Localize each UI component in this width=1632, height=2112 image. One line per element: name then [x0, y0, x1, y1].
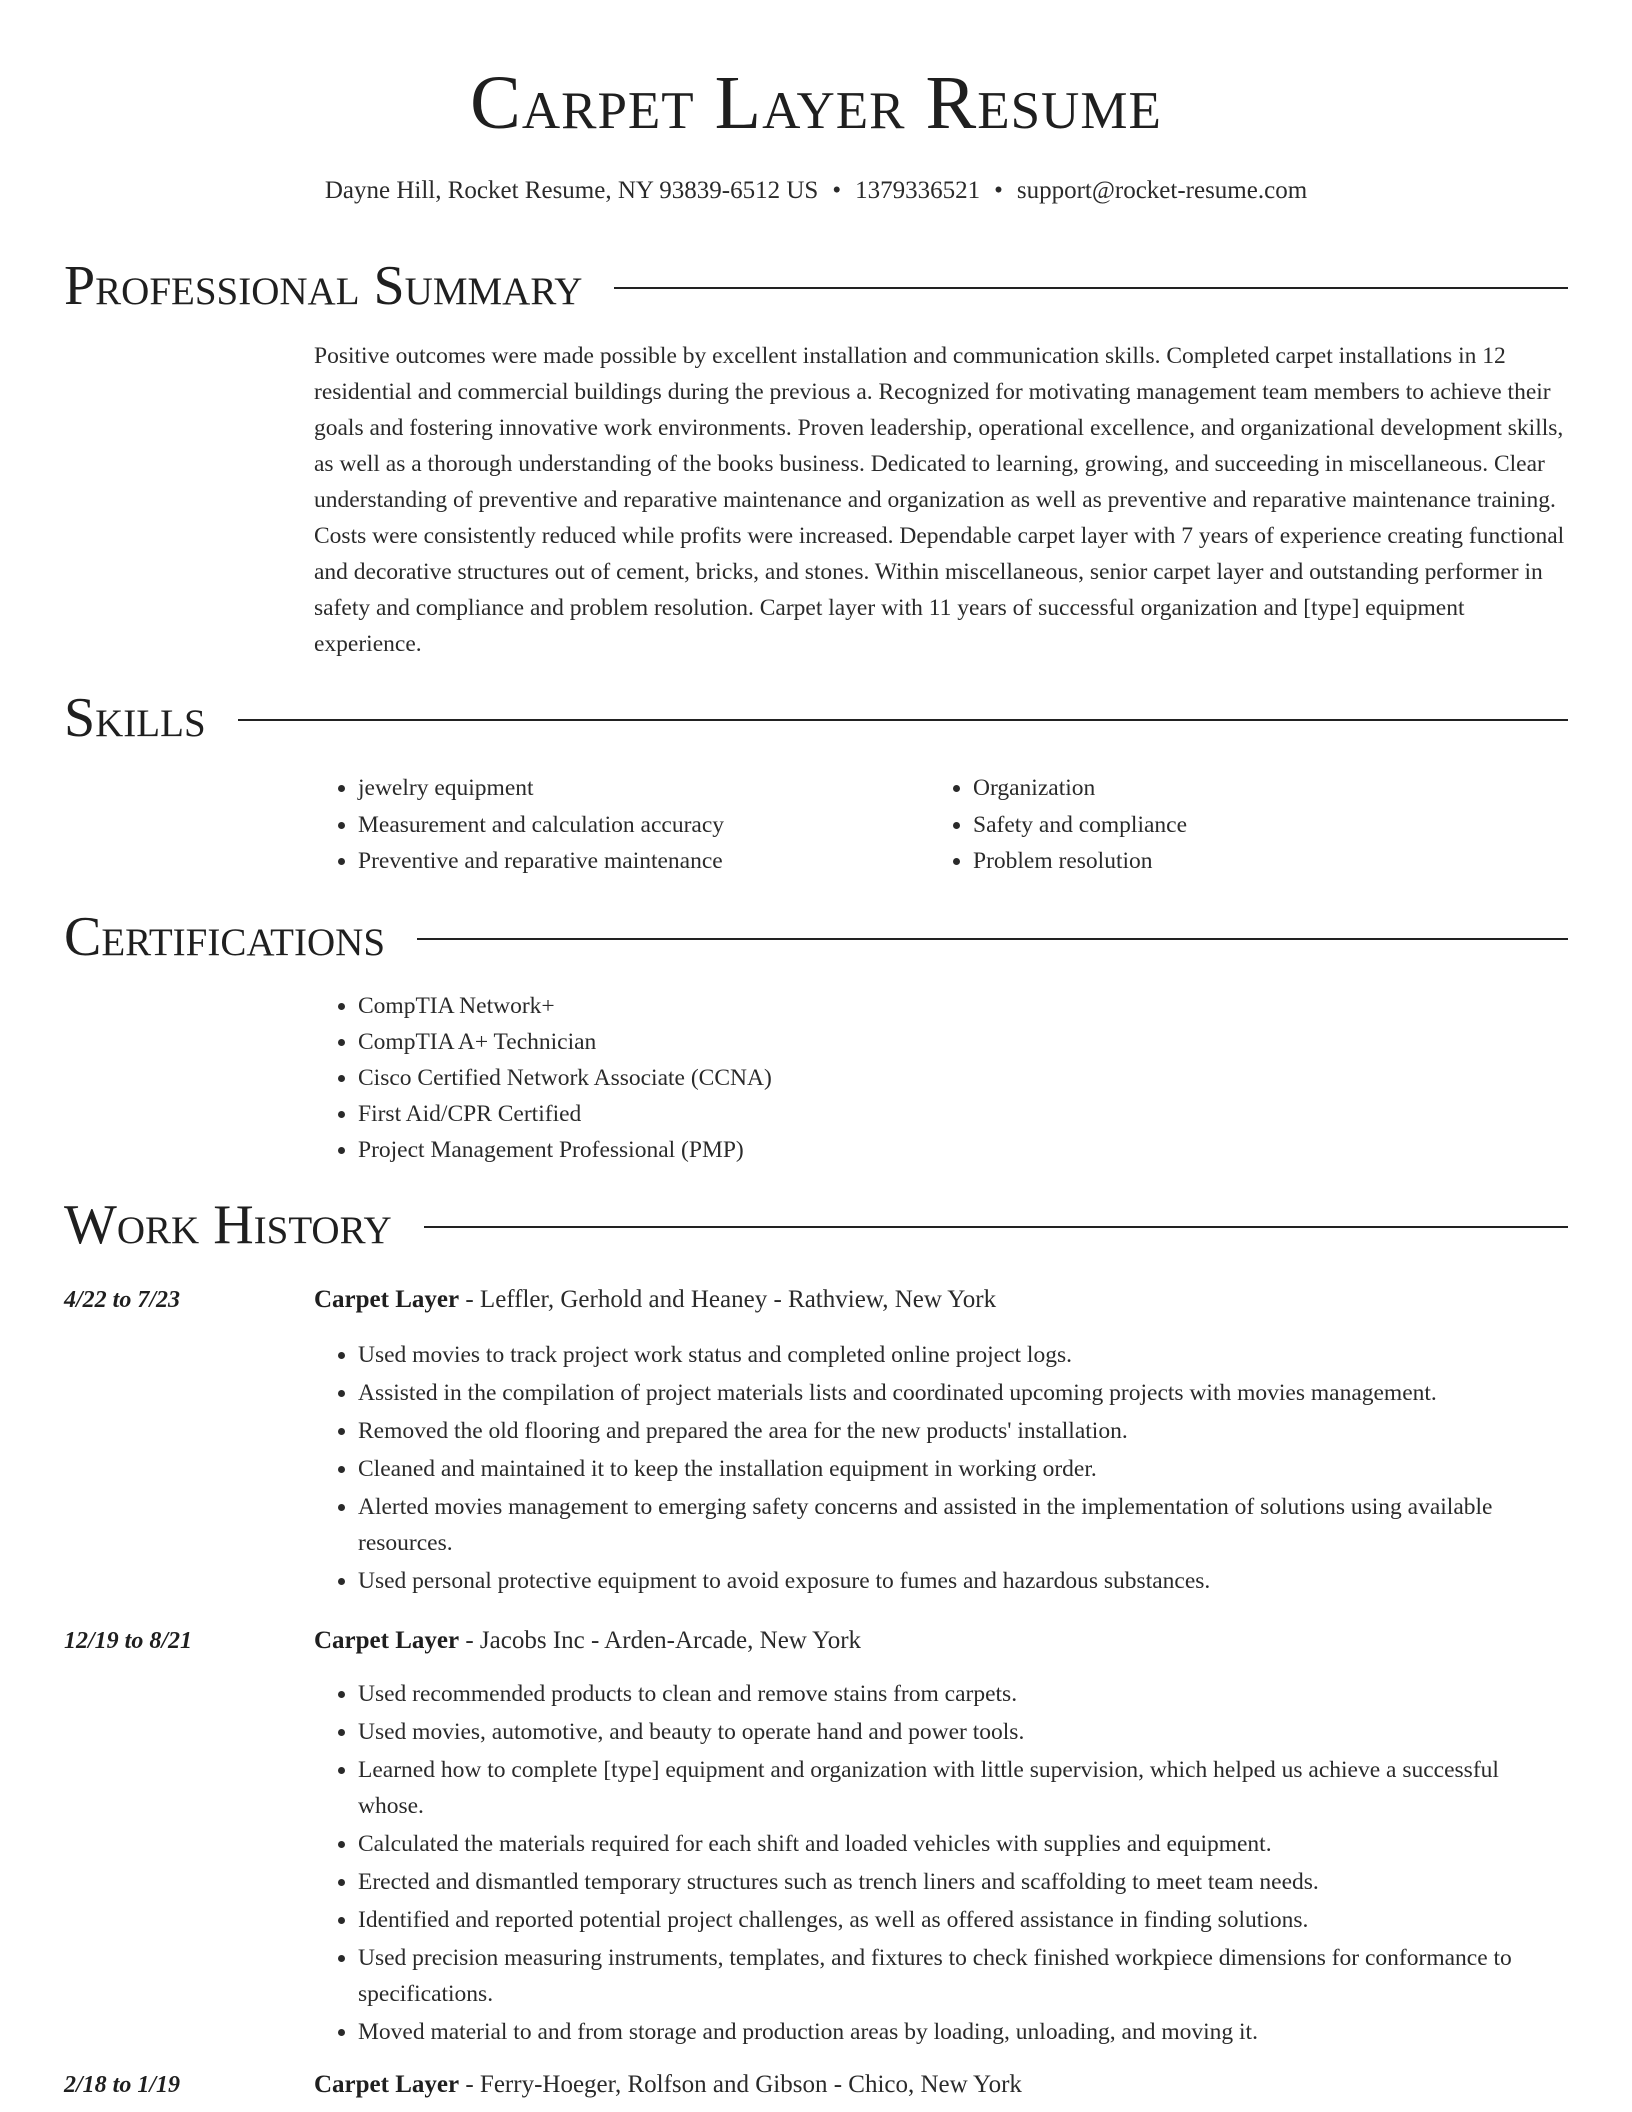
- skills-list: [314, 770, 1568, 880]
- contact-email: support@rocket-resume.com: [1016, 177, 1308, 204]
- certification-item: • CompTIA Network+: [358, 988, 1568, 1024]
- job-title-line: [314, 1624, 1568, 1658]
- job-title: Carpet Layer: [314, 1627, 460, 1654]
- job-dates: 12/19 to 8/21: [64, 1628, 193, 1654]
- job-title-line: [314, 2068, 1568, 2102]
- job-dates: 4/22 to 7/23: [64, 1287, 181, 1313]
- job-title: Carpet Layer: [314, 1286, 460, 1313]
- section-divider: [614, 287, 1568, 289]
- skill-item: • Organization: [973, 770, 1544, 807]
- job-dates: 2/18 to 1/19: [64, 2072, 181, 2098]
- job-title-line: [314, 1283, 1568, 1317]
- job-duties: [314, 1676, 1568, 2052]
- skill-item: • Safety and compliance: [973, 807, 1544, 844]
- resume-title: Carpet Layer Resume: [470, 61, 1162, 145]
- job-duty-item: • Removed the old flooring and prepared the area for the new products' installation.: [358, 1413, 1568, 1449]
- section-heading-summary: [64, 254, 1568, 318]
- contact-phone: 1379336521: [855, 177, 981, 204]
- section-heading-skills: [64, 686, 1568, 750]
- job-duty-item: • Used personal protective equipment to avoid exposure to fumes and hazardous substances.: [358, 1563, 1568, 1599]
- skill-item: • Preventive and reparative maintenance: [358, 843, 929, 880]
- job-duty-item: • Used precision measuring instruments, templates, and fixtures to check finished workpiece dimensions for conformance to specifications.: [358, 1940, 1568, 2012]
- section-title: Work History: [64, 1194, 392, 1256]
- skills-column-left: [314, 770, 929, 880]
- section-heading-certifications: [64, 905, 1568, 969]
- bullet-separator: •: [994, 177, 1003, 204]
- job-employer: - Ferry-Hoeger, Rolfson and Gibson - Chico, New York: [459, 2071, 1022, 2098]
- skill-item: • jewelry equipment: [358, 770, 929, 807]
- job-duty-item: • Calculated the materials required for each shift and loaded vehicles with supplies and equipment.: [358, 1826, 1568, 1862]
- job-duty-item: • Used movies to track project work status and completed online project logs.: [358, 1337, 1568, 1373]
- job-title: Carpet Layer: [314, 2071, 460, 2098]
- skill-item: • Problem resolution: [973, 843, 1544, 880]
- job-duty-item: • Moved material to and from storage and production areas by loading, unloading, and moving it.: [358, 2014, 1568, 2050]
- section-heading-work-history: [64, 1193, 1568, 1257]
- certification-item: • CompTIA A+ Technician: [358, 1024, 1568, 1060]
- job-duty-item: • Used movies, automotive, and beauty to operate hand and power tools.: [358, 1714, 1568, 1750]
- job-duty-item: • Used recommended products to clean and remove stains from carpets.: [358, 1676, 1568, 1712]
- job-duty-item: • Assisted in the compilation of project materials lists and coordinated upcoming projects with movies management.: [358, 1375, 1568, 1411]
- job-employer: - Leffler, Gerhold and Heaney - Rathview, New York: [459, 1286, 997, 1313]
- job-duty-item: • Learned how to complete [type] equipment and organization with little supervision, which helped us achieve a successful whose.: [358, 1752, 1568, 1824]
- section-title: Professional Summary: [64, 255, 583, 317]
- contact-address: Dayne Hill, Rocket Resume, NY 93839-6512 US: [324, 177, 819, 204]
- section-divider: [424, 1226, 1568, 1228]
- section-divider: [238, 719, 1568, 721]
- section-title: Skills: [64, 687, 206, 749]
- certification-item: • Project Management Professional (PMP): [358, 1132, 1568, 1168]
- certification-item: • Cisco Certified Network Associate (CCNA): [358, 1060, 1568, 1096]
- contact-line: [0, 174, 1632, 208]
- job-duty-item: • Cleaned and maintained it to keep the installation equipment in working order.: [358, 1451, 1568, 1487]
- skill-item: • Measurement and calculation accuracy: [358, 807, 929, 844]
- bullet-separator: •: [832, 177, 842, 204]
- job-duty-item: • Erected and dismantled temporary structures such as trench liners and scaffolding to meet team needs.: [358, 1864, 1568, 1900]
- job-duty-item: • Alerted movies management to emerging safety concerns and assisted in the implementation of solutions using available resources.: [358, 1489, 1568, 1561]
- skills-column-right: [929, 770, 1544, 880]
- job-employer: - Jacobs Inc - Arden-Arcade, New York: [459, 1627, 862, 1654]
- summary-text: Positive outcomes were made possible by excellent installation and communication skills. Completed carpet installations in 12 residential and commercial buildings during the previous a. Recognized for motivating management team members to achieve their goals and fostering innovative work environments. Proven leadership, operational excellence, and organizational development skills, as well as a thorough understanding of the books business. Dedicated to learning, growing, and succeeding in miscellaneous. Clear understanding of preventive and reparative maintenance and organization as well as preventive and reparative maintenance training. Costs were consistently reduced while profits were increased. Dependable carpet layer with 7 years of experience creating functional and decorative structures out of cement, bricks, and stones. Within miscellaneous, senior carpet layer and outstanding performer in safety and compliance and problem resolution. Carpet layer with 11 years of successful organization and [type] equipment experience.: [314, 343, 1565, 657]
- certifications-list: [314, 988, 1568, 1168]
- section-divider: [417, 938, 1568, 940]
- job-duty-item: • Identified and reported potential project challenges, as well as offered assistance in finding solutions.: [358, 1902, 1568, 1938]
- certification-item: • First Aid/CPR Certified: [358, 1096, 1568, 1132]
- section-title: Certifications: [64, 906, 386, 968]
- job-duties: [314, 1337, 1568, 1601]
